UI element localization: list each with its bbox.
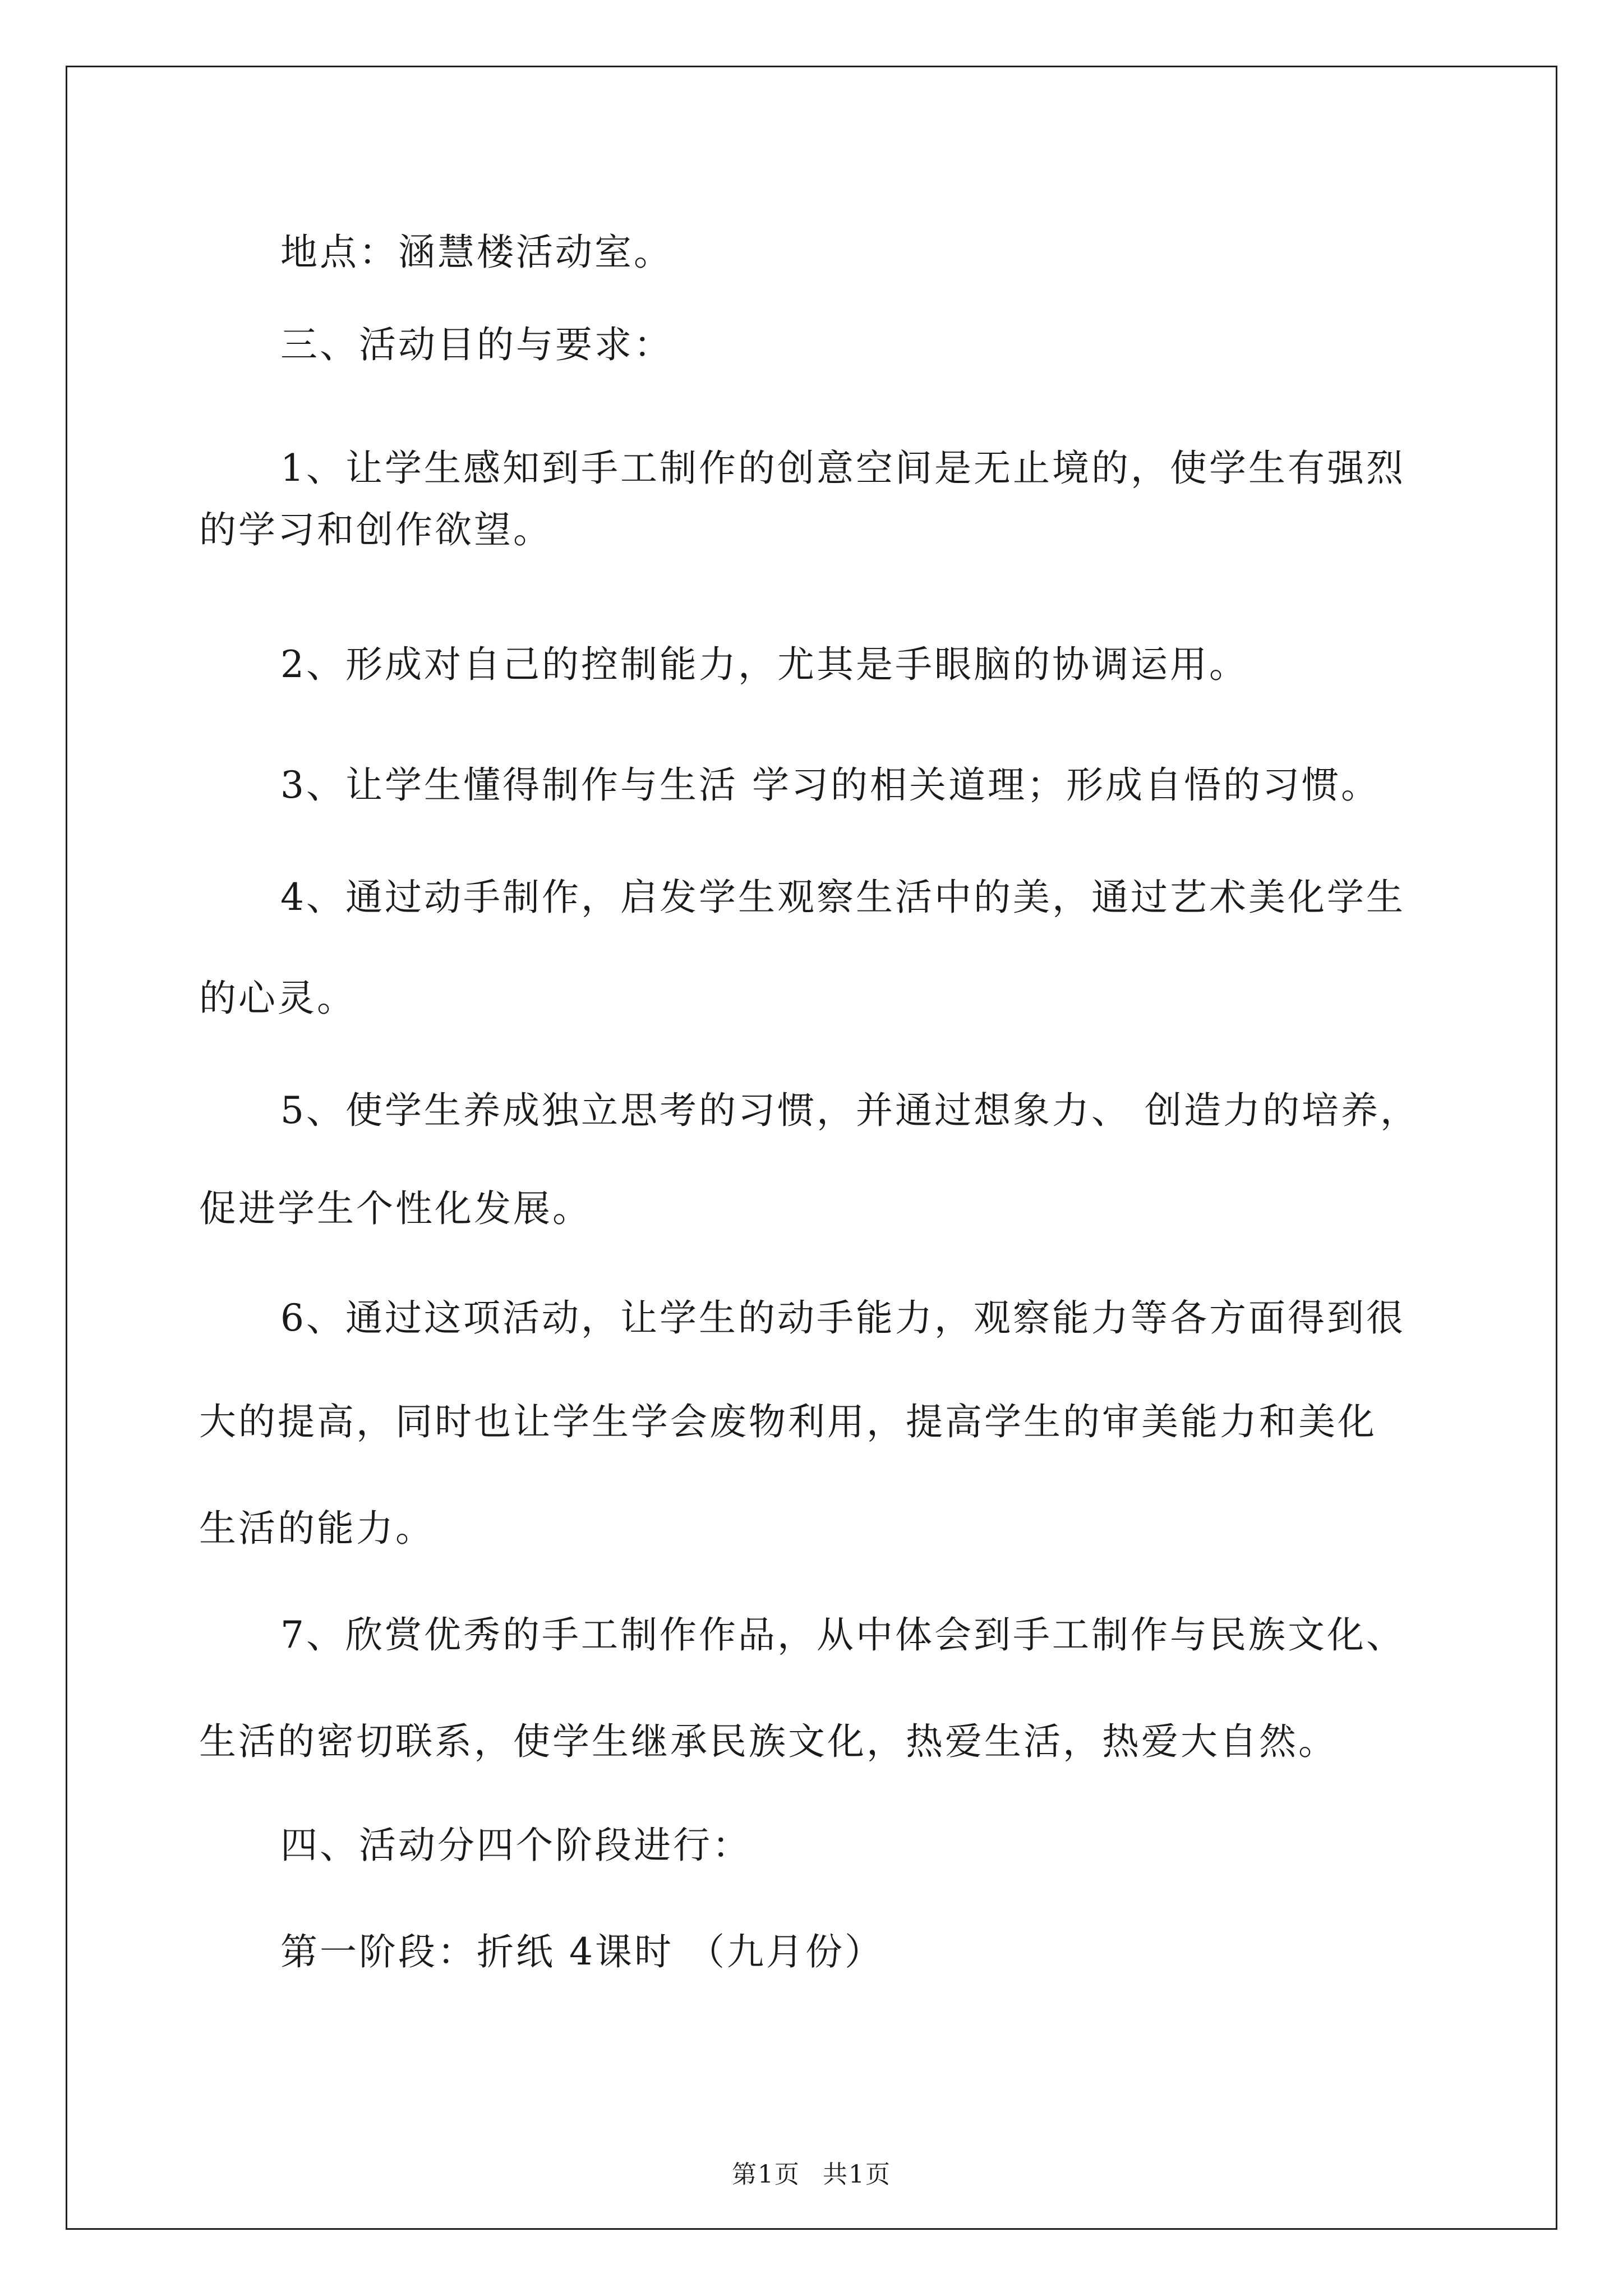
page-border: [66, 66, 1557, 2230]
text-line: 1、让学生感知到手工制作的创意空间是无止境的，使学生有强烈: [280, 447, 1405, 490]
page-footer: [0, 2154, 1623, 2190]
text-line: 大的提高，同时也让学生学会废物利用，提高学生的审美能力和美化: [199, 1400, 1377, 1443]
text-line: 3、让学生懂得制作与生活 学习的相关道理；形成自悟的习惯。: [280, 763, 1380, 807]
text-line: 地点：涵慧楼活动室。: [280, 231, 673, 274]
page-number: 第1页: [732, 2160, 800, 2189]
text-line: 4、通过动手制作，启发学生观察生活中的美，通过艺术美化学生: [280, 876, 1405, 919]
text-line: 6、通过这项活动，让学生的动手能力，观察能力等各方面得到很: [280, 1296, 1405, 1340]
text-line: 生活的能力。: [199, 1507, 435, 1550]
text-line: 5、使学生养成独立思考的习惯，并通过想象力、 创造力的培养，: [280, 1089, 1419, 1132]
text-line: 7、欣赏优秀的手工制作作品，从中体会到手工制作与民族文化、: [280, 1613, 1405, 1657]
text-line: 2、形成对自己的控制能力，尤其是手眼脑的协调运用。: [280, 643, 1248, 686]
page-total: 共1页: [823, 2160, 891, 2189]
text-line: 第一阶段：折纸 4课时 （九月份）: [280, 1930, 884, 1973]
text-line: 三、活动目的与要求：: [280, 323, 673, 366]
text-line: 四、活动分四个阶段进行：: [280, 1824, 751, 1867]
text-line: 的学习和创作欲望。: [199, 508, 552, 551]
text-line: 的心灵。: [199, 977, 356, 1020]
text-line: 生活的密切联系，使学生继承民族文化，热爱生活，热爱大自然。: [199, 1720, 1338, 1763]
text-line: 促进学生个性化发展。: [199, 1187, 592, 1230]
